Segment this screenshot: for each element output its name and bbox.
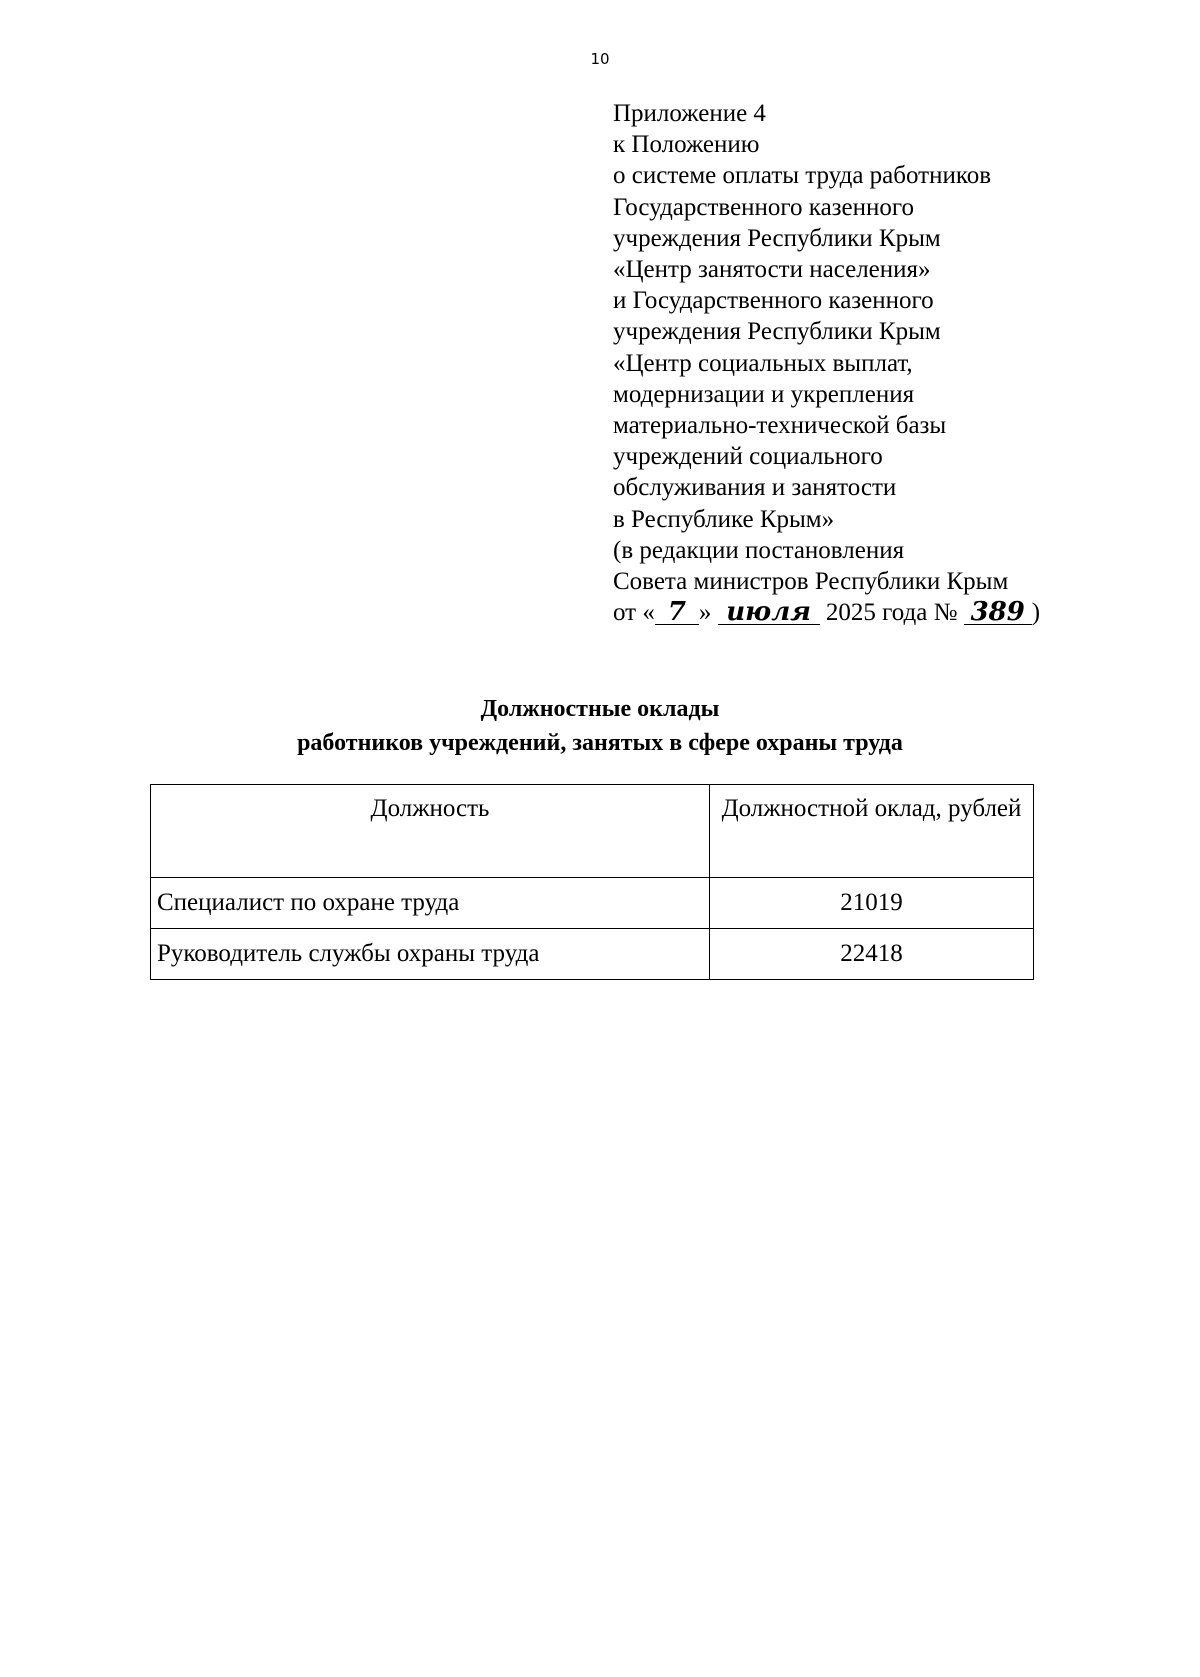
appendix-line: Государственного казенного	[613, 193, 915, 221]
appendix-line: в Республике Крым»	[613, 505, 835, 533]
appendix-line: материально-технической базы	[613, 412, 947, 440]
appendix-line: «Центр социальных выплат,	[613, 349, 913, 377]
appendix-line: Приложение 4	[613, 100, 766, 127]
title-line-1: Должностные оклады	[480, 696, 720, 722]
cell-position: Руководитель службы охраны труда	[151, 929, 710, 980]
header-position: Должность	[151, 785, 710, 878]
table-row	[151, 878, 1034, 929]
handwritten-month: июля	[718, 597, 820, 628]
table-row	[151, 929, 1034, 980]
cell-position: Специалист по охране труда	[151, 878, 710, 929]
date-suffix: )	[1031, 599, 1041, 627]
handwritten-day: 7	[655, 597, 699, 628]
appendix-line: к Положению	[613, 131, 760, 159]
appendix-line: о системе оплаты труда работников	[613, 162, 992, 190]
document-title	[0, 692, 1200, 760]
appendix-line: и Государственного казенного	[613, 287, 934, 315]
appendix-line: учреждений социального	[613, 443, 883, 471]
table-header-row	[151, 785, 1034, 878]
date-line	[613, 597, 1173, 628]
date-prefix: от «	[613, 599, 655, 627]
title-line-2: работников учреждений, занятых в сфере охраны труда	[297, 730, 903, 756]
appendix-line: учреждения Республики Крым	[613, 224, 941, 252]
header-salary: Должностной оклад, рублей	[710, 785, 1034, 878]
appendix-line: (в редакции постановления	[613, 536, 905, 564]
appendix-line: учреждения Республики Крым	[613, 318, 941, 346]
handwritten-number: 389	[964, 597, 1032, 628]
date-quote-close: »	[698, 599, 712, 627]
date-year-text: 2025 года №	[825, 599, 958, 627]
appendix-line: модернизации и укрепления	[613, 380, 915, 408]
appendix-line: Совета министров Республики Крым	[613, 568, 1009, 596]
cell-salary: 22418	[710, 929, 1034, 980]
appendix-line: обслуживания и занятости	[613, 474, 897, 502]
cell-salary: 21019	[710, 878, 1034, 929]
page-number: 10	[590, 50, 610, 68]
salary-table	[150, 784, 1034, 980]
appendix-block	[613, 98, 1173, 628]
appendix-line: «Центр занятости населения»	[613, 256, 931, 284]
